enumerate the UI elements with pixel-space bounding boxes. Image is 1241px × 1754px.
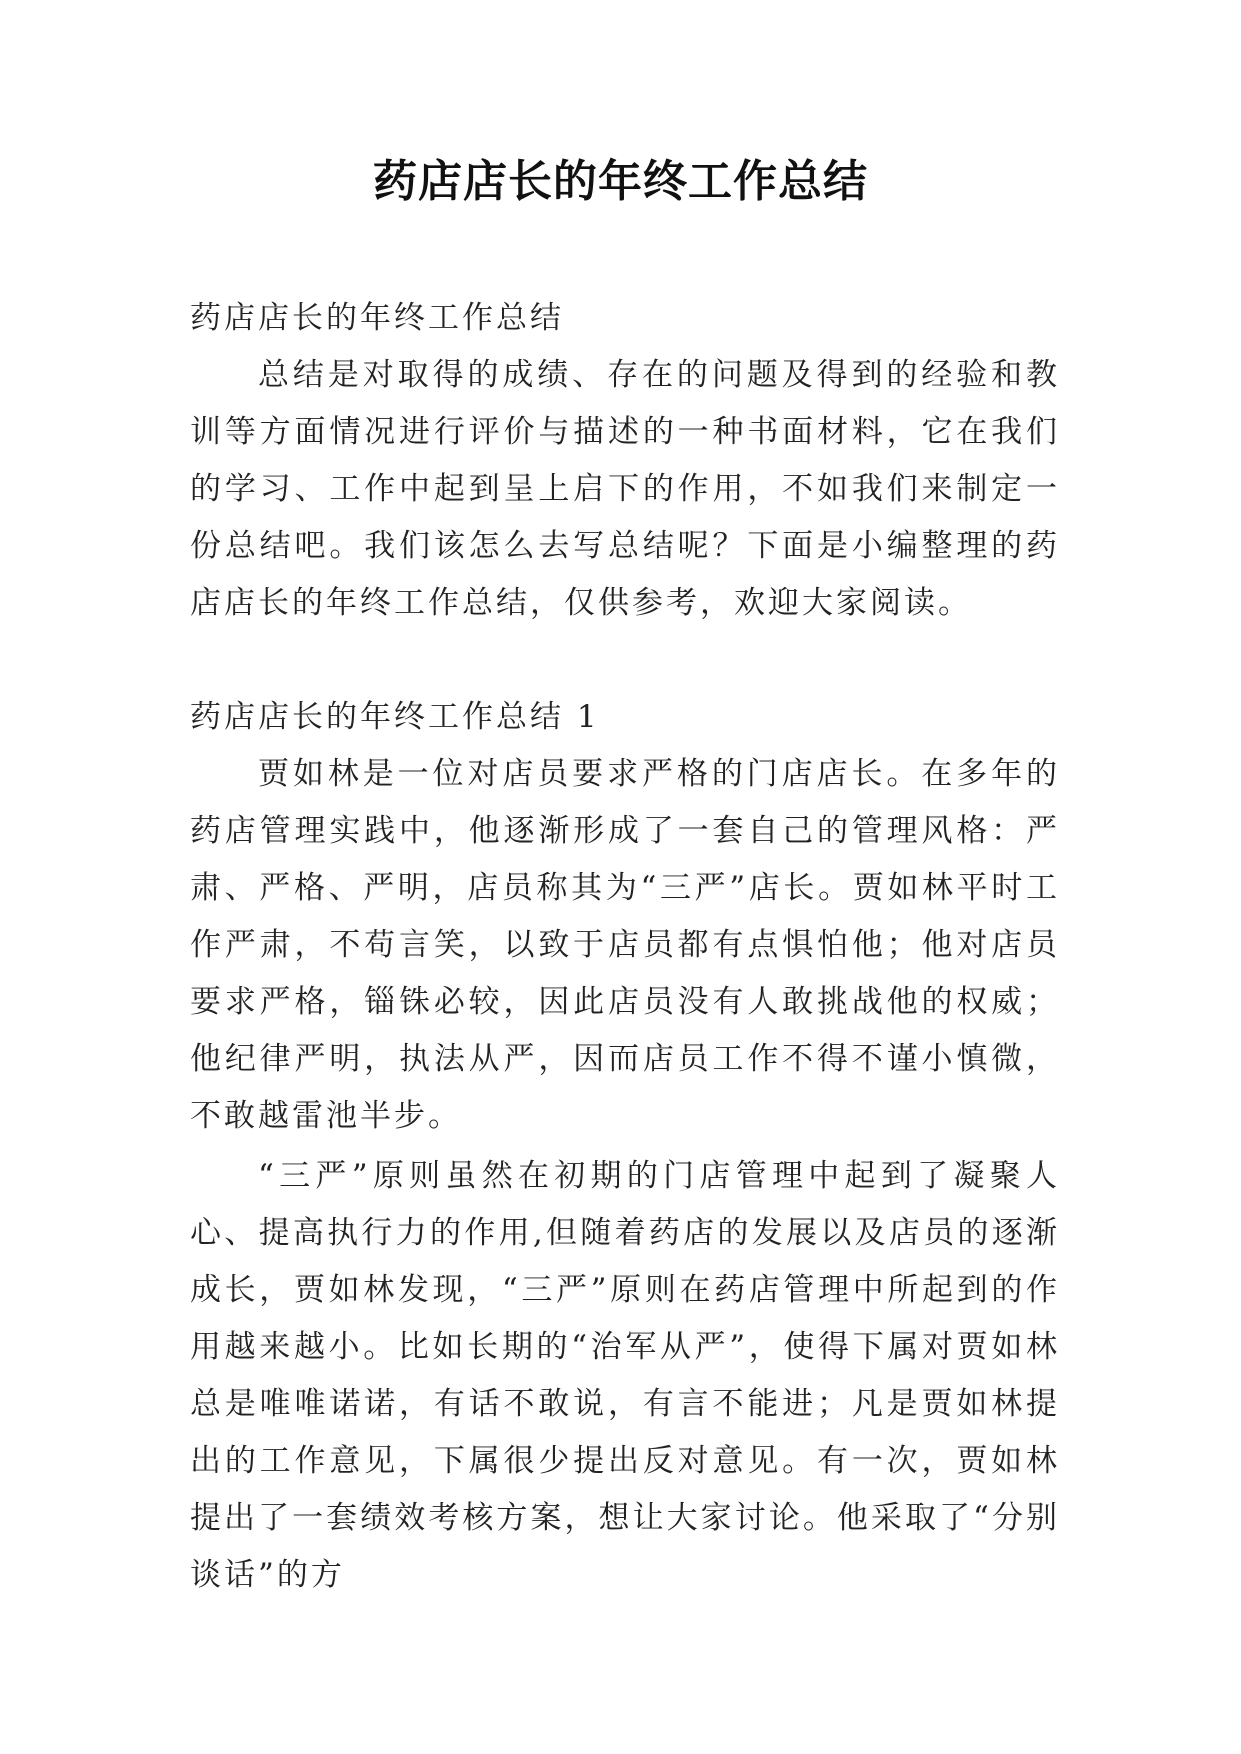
document-title: 药店店长的年终工作总结: [373, 156, 868, 207]
intro-paragraph: 总结是对取得的成绩、存在的问题及得到的经验和教训等方面情况进行评价与描述的一种书面材料，它在我们的学习、工作中起到呈上启下的作用，不如我们来制定一份总结吧。我们该怎么去写总结呢？下面是小编整理的药店店长的年终工作总结，仅供参考，欢迎大家阅读。: [190, 357, 1060, 621]
intro-heading: 药店店长的年终工作总结: [190, 300, 564, 336]
document-body: [190, 290, 1060, 1604]
section-1-heading: 药店店长的年终工作总结 1: [190, 699, 600, 735]
section-1-paragraph-1: 贾如林是一位对店员要求严格的门店店长。在多年的药店管理实践中，他逐渐形成了一套自己的管理风格：严肃、严格、严明，店员称其为“三严”店长。贾如林平时工作严肃，不苟言笑，以致于店员都有点惧怕他；他对店员要求严格，锱铢必较，因此店员没有人敢挑战他的权威；他纪律严明，执法从严，因而店员工作不得不谨小慎微，不敢越雷池半步。: [190, 756, 1060, 1134]
section-1-paragraph-2: “三严”原则虽然在初期的门店管理中起到了凝聚人心、提高执行力的作用,但随着药店的发展以及店员的逐渐成长，贾如林发现，“三严”原则在药店管理中所起到的作用越来越小。比如长期的“治军从严”，使得下属对贾如林总是唯唯诺诺，有话不敢说，有言不能进；凡是贾如林提出的工作意见，下属很少提出反对意见。有一次，贾如林提出了一套绩效考核方案，想让大家讨论。他采取了“分别谈话”的方: [190, 1158, 1060, 1593]
section-spacer: [190, 632, 1060, 689]
